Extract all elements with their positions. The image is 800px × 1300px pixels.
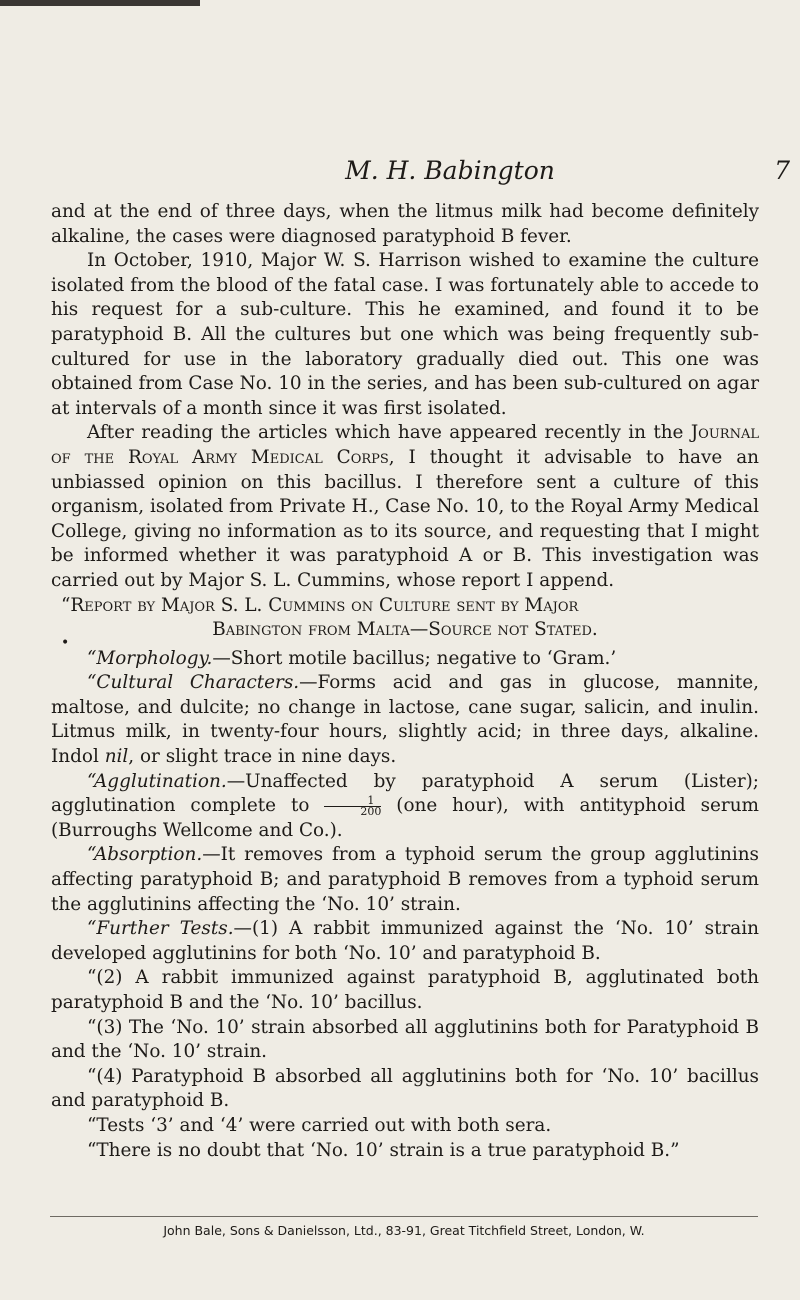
- report-test-3: “(3) The ‘No. 10’ strain absorbed all agglutinins both for Paratyphoid B and the ‘No. 10’ strain.: [51, 1016, 759, 1063]
- report-tests-note: “Tests ‘3’ and ‘4’ were carried out with both sera.: [87, 1114, 552, 1136]
- page-number: 7: [774, 156, 790, 185]
- paragraph: In October, 1910, Major W. S. Harrison wished to examine the culture isolated from the blood of the fatal case. I was fortunately able to accede to his request for a sub-culture. This he examined, and found it to be paratyphoid B. All the cultures but one which was being frequently sub-cultured for use in the laboratory gradually died out. This one was obtained from Case No. 10 in the series, and has been sub-cultured on agar at intervals of a month since it was first isolated.: [51, 250, 759, 419]
- report-item-morphology: “Morphology.—Short motile bacillus; negative to ‘Gram.’: [87, 647, 617, 669]
- report-item-further-tests: “Further Tests.—(1) A rabbit immunized against the ‘No. 10’ strain developed agglutinins for both ‘No. 10’ and paratyphoid B.: [51, 918, 759, 964]
- paragraph: and at the end of three days, when the litmus milk had become definitely alkaline, the cases were diagnosed paratyphoid B fever.: [51, 201, 759, 247]
- paragraph: After reading the articles which have appeared recently in the Journal of the Royal Army Medical Corps, I thought it advisable to have an unbiassed opinion on this bacillus. I therefore sent a culture of this organism, isolated from Private H., Case No. 10, to the Royal Army Medical College, giving no information as to its source, and requesting that I might be informed whether it was paratyphoid A or B. This investigation was carried out by Major S. L. Cummins, whose report I append.: [51, 422, 759, 591]
- speck: •: [61, 634, 70, 651]
- footer-rule: [50, 1216, 758, 1217]
- journal-name: Journal of the Royal Army Medical Corps: [51, 422, 759, 468]
- running-title: M. H. Babington: [345, 156, 555, 185]
- article-body: [51, 200, 759, 1163]
- report-conclusion: “There is no doubt that ‘No. 10’ strain is a true paratyphoid B.”: [87, 1139, 680, 1161]
- printer-imprint: John Bale, Sons & Danielsson, Ltd., 83-91, Great Titchfield Street, London, W.: [163, 1223, 645, 1238]
- report-test-2: “(2) A rabbit immunized against paratyphoid B, agglutinated both paratyphoid B and the ‘No. 10’ bacillus.: [51, 967, 759, 1013]
- page-edge-mark: [0, 0, 200, 6]
- report-item-agglutination: “Agglutination.—Unaffected by paratyphoid A serum (Lister); agglutination complete to $\frac{1}{200}$ (one hour), with antityphoid serum (Burroughs Wellcome and Co.).: [51, 770, 759, 841]
- running-header: [190, 156, 790, 190]
- report-item-cultural: “Cultural Characters.—Forms acid and gas in glucose, mannite, maltose, and dulcite; no change in lactose, cane sugar, salicin, and inulin. Litmus milk, in twenty-four hours, slightly acid; in three days, alkaline. Indol nil, or slight trace in nine days.: [51, 672, 759, 768]
- report-heading: “Report by Major S. L. Cummins on Culture sent by Major Babington from Malta—Source not Stated.: [61, 594, 598, 641]
- fraction: $\frac{1}{200}$: [324, 796, 381, 817]
- report-test-4: “(4) Paratyphoid B absorbed all agglutinins both for ‘No. 10’ bacillus and paratyphoid B.: [51, 1065, 759, 1112]
- report-item-absorption: “Absorption.—It removes from a typhoid serum the group agglutinins affecting paratyphoid B; and paratyphoid B removes from a typhoid serum the agglutinins affecting the ‘No. 10’ strain.: [51, 844, 759, 915]
